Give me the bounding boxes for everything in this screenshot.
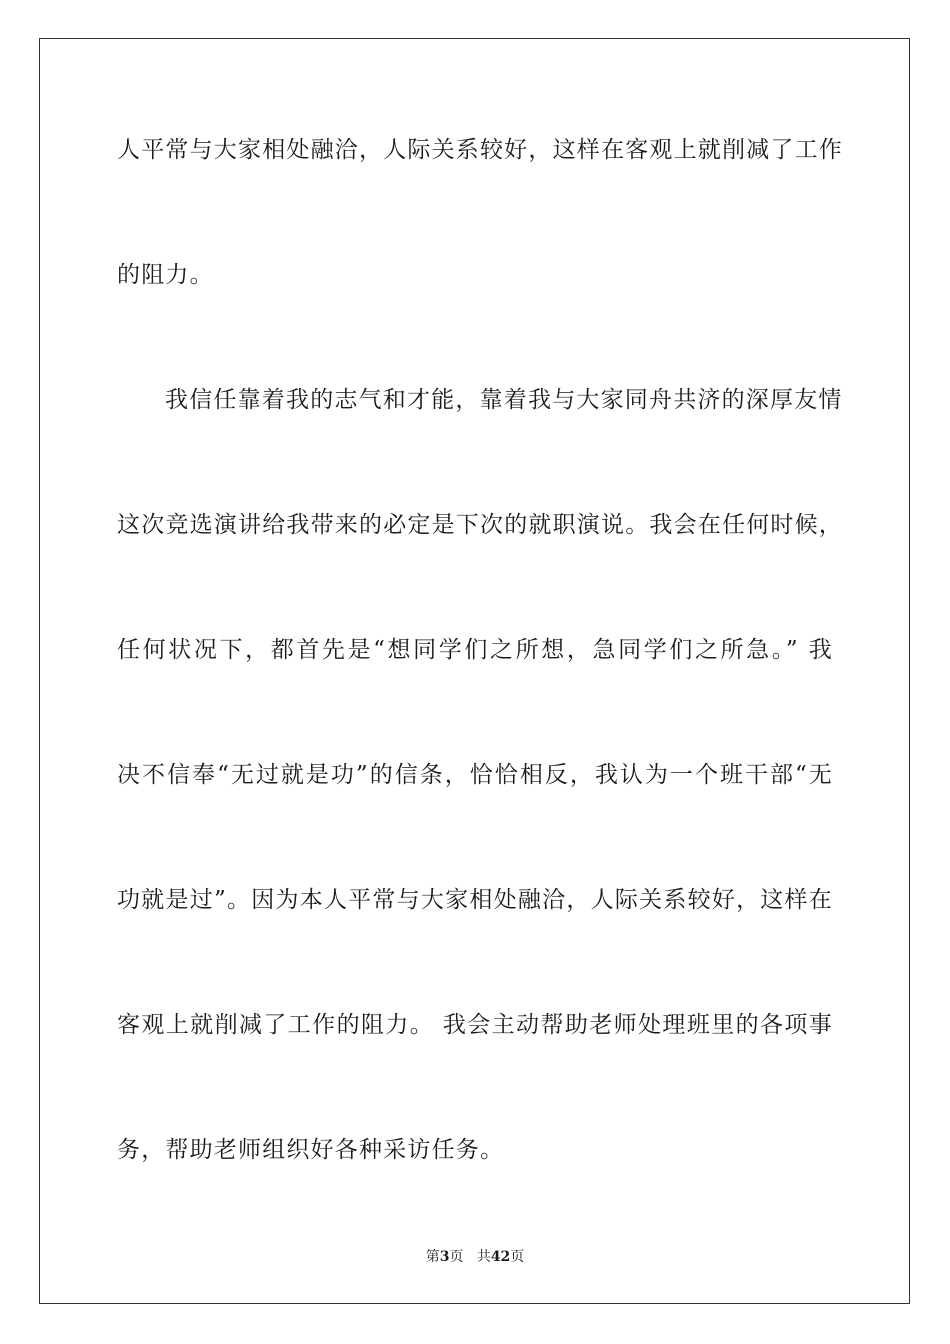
footer-page-suffix: 页 — [449, 1249, 464, 1265]
text-line-5: 任何状况下，都首先是“想同学们之所想，急同学们之所急。” 我 — [117, 637, 833, 663]
footer-total-prefix: 共 — [476, 1249, 491, 1265]
text-line-2: 的阻力。 — [117, 262, 214, 288]
footer-total-pages: 42 — [490, 1249, 511, 1265]
text-line-1: 人平常与大家相处融洽，人际关系较好，这样在客观上就削减了工作 — [117, 137, 843, 163]
text-line-8: 客观上就削减了工作的阻力。 我会主动帮助老师处理班里的各项事 — [117, 1012, 833, 1038]
footer-page-number: 3 — [439, 1249, 450, 1265]
text-line-3: 我信任靠着我的志气和才能，靠着我与大家同舟共济的深厚友情 — [165, 387, 843, 413]
text-line-9: 务，帮助老师组织好各种采访任务。 — [117, 1137, 505, 1163]
page-footer — [0, 1248, 950, 1266]
text-line-6: 决不信奉“无过就是功”的信条，恰恰相反，我认为一个班干部“无 — [117, 762, 833, 788]
page-border — [39, 38, 910, 1304]
text-line-7: 功就是过”。因为本人平常与大家相处融洽，人际关系较好，这样在 — [117, 887, 833, 913]
footer-total-suffix: 页 — [510, 1249, 525, 1265]
footer-page-prefix: 第 — [425, 1249, 440, 1265]
text-line-4: 这次竞选演讲给我带来的必定是下次的就职演说。我会在任何时候， — [117, 512, 843, 538]
